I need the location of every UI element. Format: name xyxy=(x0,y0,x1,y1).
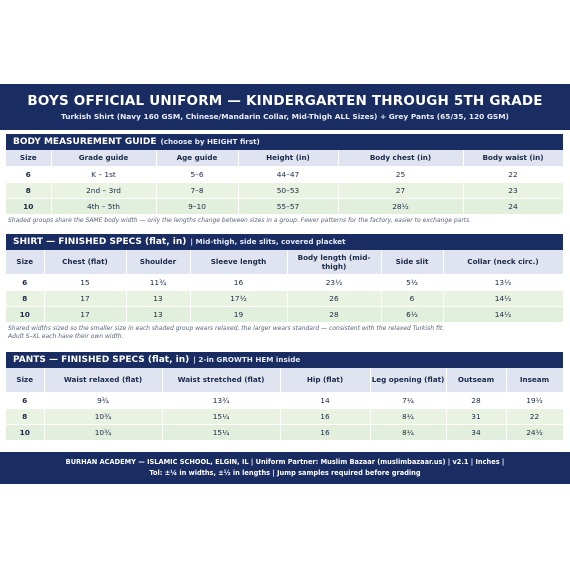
shirt-subtitle: | Mid-thigh, side slits, covered placket xyxy=(190,237,346,246)
table-cell: 27 xyxy=(338,182,463,198)
table-cell: 7–8 xyxy=(156,182,238,198)
table-cell: 8 xyxy=(6,290,44,306)
table-cell: 17 xyxy=(44,306,126,322)
column-header: Collar (neck circ.) xyxy=(443,250,563,274)
table-cell: K – 1st xyxy=(51,166,156,182)
table-cell: 2nd – 3rd xyxy=(51,182,156,198)
footer-line: Tol: ±¼ in widths, ±½ in lengths | Jump samples required before grading xyxy=(149,469,421,477)
table-cell: 19½ xyxy=(506,392,563,408)
table-cell: 17½ xyxy=(190,290,287,306)
table-cell: 10 xyxy=(6,198,51,214)
column-header: Age guide xyxy=(156,150,238,166)
column-header: Grade guide xyxy=(51,150,156,166)
table-cell: 14½ xyxy=(443,290,563,306)
table-cell: 10 xyxy=(6,306,44,322)
table-cell: 23½ xyxy=(287,274,381,290)
column-header: Waist relaxed (flat) xyxy=(44,368,162,392)
shirt-title: SHIRT — FINISHED SPECS (flat, in) xyxy=(13,237,187,247)
table-cell: 10¾ xyxy=(44,408,162,424)
shirt-note xyxy=(6,325,563,341)
table-cell: 6 xyxy=(381,290,443,306)
pants-header xyxy=(6,352,563,368)
pants-section xyxy=(6,352,563,440)
column-header: Outseam xyxy=(446,368,506,392)
table-cell: 8 xyxy=(6,182,51,198)
pants-title: PANTS — FINISHED SPECS (flat, in) xyxy=(13,355,190,365)
column-header: Leg opening (flat) xyxy=(370,368,446,392)
column-header: Side slit xyxy=(381,250,443,274)
table-cell: 44–47 xyxy=(238,166,338,182)
table-cell: 6½ xyxy=(381,306,443,322)
table-cell: 9¾ xyxy=(44,392,162,408)
table-cell: 7¼ xyxy=(370,392,446,408)
table-cell: 28 xyxy=(446,392,506,408)
table-cell: 22 xyxy=(463,166,563,182)
shirt-note-line: Shared widths sized so the smaller size in each shaded group wears relaxed, the larger wears standard — consistent with the relaxed Turkish fit. xyxy=(8,325,445,332)
table-cell: 8 xyxy=(6,408,44,424)
page-subtitle: Turkish Shirt (Navy 160 GSM, Chinese/Mandarin Collar, Mid-Thigh ALL Sizes) + Grey Pants (65/35, 120 GSM) xyxy=(61,112,509,121)
table-cell: 26 xyxy=(287,290,381,306)
page-footer xyxy=(0,452,570,484)
table-cell: 10¾ xyxy=(44,424,162,440)
column-header: Inseam xyxy=(506,368,563,392)
table-header-row xyxy=(6,250,563,274)
table-cell: 28 xyxy=(287,306,381,322)
table-cell: 11¾ xyxy=(126,274,190,290)
column-header: Hip (flat) xyxy=(280,368,370,392)
table-cell: 14 xyxy=(280,392,370,408)
column-header: Sleeve length xyxy=(190,250,287,274)
table-cell: 13¾ xyxy=(162,392,280,408)
table-cell: 50–53 xyxy=(238,182,338,198)
column-header: Height (in) xyxy=(238,150,338,166)
table-cell: 9–10 xyxy=(156,198,238,214)
column-header: Chest (flat) xyxy=(44,250,126,274)
table-row xyxy=(6,198,563,214)
column-header: Size xyxy=(6,368,44,392)
table-cell: 5–6 xyxy=(156,166,238,182)
table-cell: 24½ xyxy=(506,424,563,440)
table-cell: 24 xyxy=(463,198,563,214)
table-row xyxy=(6,306,563,322)
table-cell: 6 xyxy=(6,166,51,182)
column-header: Body chest (in) xyxy=(338,150,463,166)
table-row xyxy=(6,424,563,440)
table-cell: 15 xyxy=(44,274,126,290)
table-cell: 8¼ xyxy=(370,424,446,440)
table-row xyxy=(6,408,563,424)
shirt-header xyxy=(6,234,563,250)
shirt-note-line: Adult S–XL each have their own width. xyxy=(8,333,124,340)
pants-table xyxy=(6,368,564,440)
table-cell: 6 xyxy=(6,392,44,408)
shirt-section xyxy=(6,234,563,341)
table-row xyxy=(6,166,563,182)
table-cell: 23 xyxy=(463,182,563,198)
table-cell: 16 xyxy=(280,408,370,424)
table-row xyxy=(6,182,563,198)
page-header xyxy=(0,84,570,130)
table-cell: 25 xyxy=(338,166,463,182)
table-cell: 16 xyxy=(280,424,370,440)
table-cell: 22 xyxy=(506,408,563,424)
table-cell: 19 xyxy=(190,306,287,322)
body-guide-table xyxy=(6,150,564,214)
table-cell: 17 xyxy=(44,290,126,306)
table-header-row xyxy=(6,368,563,392)
body-guide-header xyxy=(6,134,563,150)
pants-subtitle: | 2-in GROWTH HEM inside xyxy=(193,355,301,364)
table-cell: 55–57 xyxy=(238,198,338,214)
column-header: Waist stretched (flat) xyxy=(162,368,280,392)
table-cell: 28½ xyxy=(338,198,463,214)
table-cell: 16 xyxy=(190,274,287,290)
table-row xyxy=(6,290,563,306)
footer-line: BURHAN ACADEMY — ISLAMIC SCHOOL, ELGIN, IL | Uniform Partner: Muslim Bazaar (muslimbazaar.us) | v2.1 | Inches | xyxy=(65,458,505,466)
table-row xyxy=(6,274,563,290)
table-cell: 13½ xyxy=(443,274,563,290)
body-guide-title: BODY MEASUREMENT GUIDE xyxy=(13,137,157,147)
table-row xyxy=(6,392,563,408)
page-title: BOYS OFFICIAL UNIFORM — KINDERGARTEN THROUGH 5TH GRADE xyxy=(27,93,543,109)
table-cell: 34 xyxy=(446,424,506,440)
column-header: Body waist (in) xyxy=(463,150,563,166)
body-guide-note: Shaded groups share the SAME body width — only the lengths change between sizes in a group. Fewer patterns for the factory, easier to exchange parts. xyxy=(8,217,472,224)
column-header: Size xyxy=(6,150,51,166)
body-guide-subtitle: (choose by HEIGHT first) xyxy=(160,137,260,146)
shirt-table xyxy=(6,250,564,322)
table-cell: 15¼ xyxy=(162,408,280,424)
table-cell: 15¼ xyxy=(162,424,280,440)
table-cell: 14½ xyxy=(443,306,563,322)
table-cell: 10 xyxy=(6,424,44,440)
table-cell: 13 xyxy=(126,306,190,322)
table-cell: 6 xyxy=(6,274,44,290)
body-guide-section xyxy=(6,134,563,225)
column-header: Body length (mid-thigh) xyxy=(287,250,381,274)
column-header: Shoulder xyxy=(126,250,190,274)
table-cell: 13 xyxy=(126,290,190,306)
table-header-row xyxy=(6,150,563,166)
table-cell: 4th – 5th xyxy=(51,198,156,214)
table-cell: 31 xyxy=(446,408,506,424)
column-header: Size xyxy=(6,250,44,274)
table-cell: 8¼ xyxy=(370,408,446,424)
table-cell: 5½ xyxy=(381,274,443,290)
